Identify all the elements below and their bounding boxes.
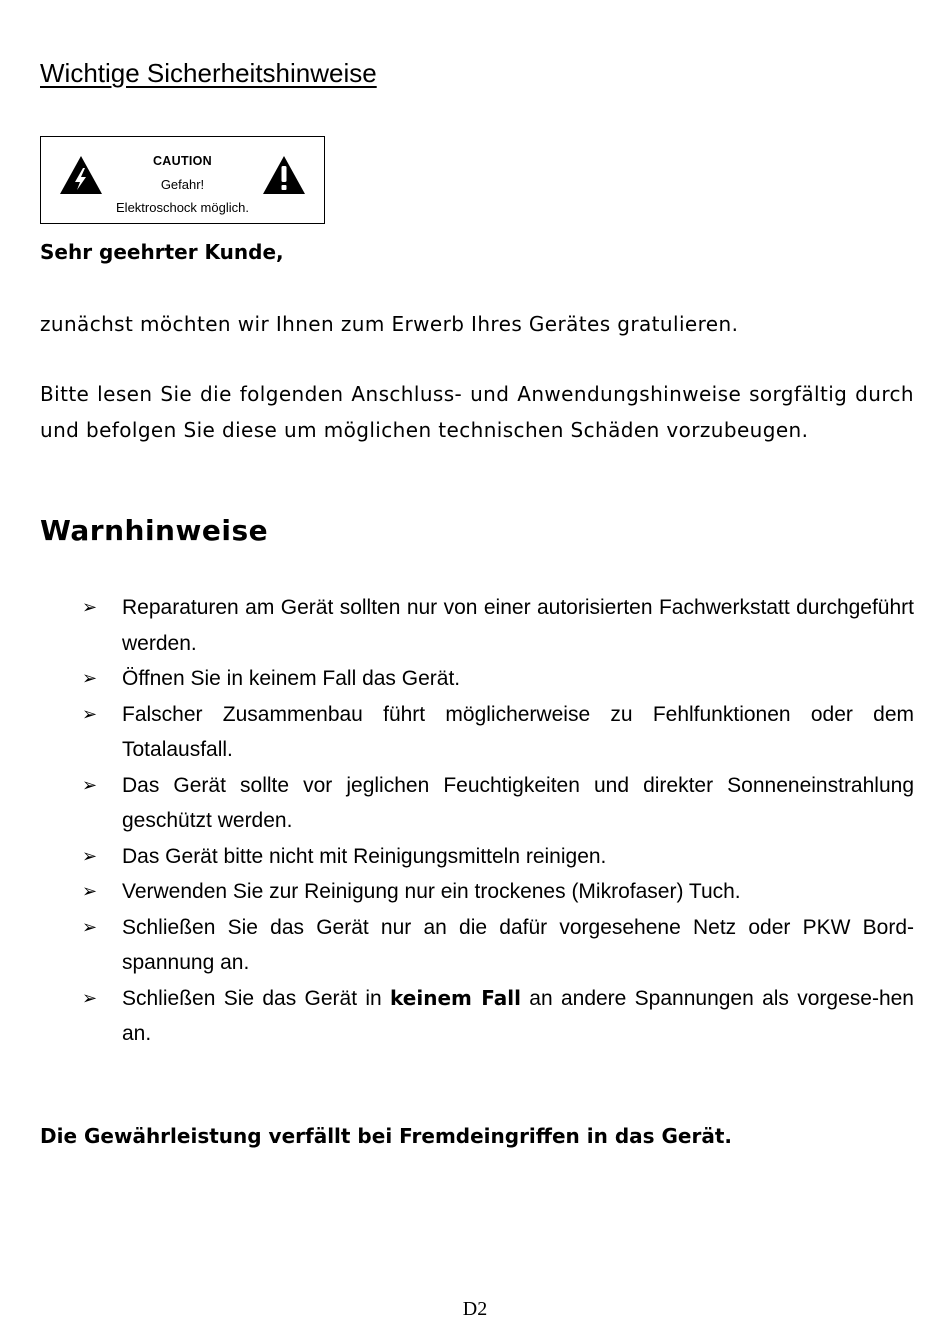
list-item (80, 590, 914, 661)
list-item (80, 768, 914, 839)
list-item (80, 697, 914, 768)
electric-shock-warning-icon (59, 155, 103, 195)
list-item (80, 981, 914, 1052)
exclamation-warning-icon (262, 155, 306, 195)
list-item-text: Reparaturen am Gerät sollten nur von einer autorisierten Fachwerkstatt durchgeführt werden. (122, 596, 914, 655)
bullet-arrow-icon: ➢ (82, 774, 98, 795)
bullet-arrow-icon: ➢ (82, 668, 98, 688)
list-item (80, 661, 914, 697)
section-heading-warnings: Warnhinweise (40, 514, 269, 547)
warranty-note: Die Gewährleistung verfällt bei Fremdeingriffen in das Gerät. (40, 1124, 732, 1148)
page-title: Wichtige Sicherheitshinweise (40, 58, 377, 88)
bullet-arrow-icon: ➢ (82, 597, 98, 617)
caution-line-danger: Gefahr! (160, 177, 205, 192)
salutation: Sehr geehrter Kunde, (40, 240, 284, 264)
warning-list (80, 590, 914, 1052)
page-number: D2 (462, 1298, 488, 1320)
intro-paragraph: zunächst möchten wir Ihnen zum Erwerb Ihres Gerätes gratulieren. (40, 312, 739, 336)
list-item-text-before: Schließen Sie das Gerät in (122, 986, 382, 1010)
list-item-text: Das Gerät sollte vor jeglichen Feuchtigkeiten und direkter Sonneneinstrahlung geschützt werden. (122, 773, 914, 832)
list-item (80, 910, 914, 981)
list-item-text: Das Gerät bitte nicht mit Reinigungsmitteln reinigen. (122, 844, 607, 868)
caution-label (40, 136, 325, 224)
bullet-arrow-icon: ➢ (82, 916, 98, 937)
list-item-text: Falscher Zusammenbau führt möglicherweise zu Fehlfunktionen oder dem Totalausfall. (122, 702, 914, 761)
bullet-arrow-icon: ➢ (82, 987, 98, 1008)
list-item-text: Öffnen Sie in keinem Fall das Gerät. (122, 667, 461, 690)
caution-line-shock: Elektroschock möglich. (116, 200, 249, 215)
list-item (80, 839, 914, 875)
list-item-text: Schließen Sie das Gerät nur an die dafür vorgesehene Netz oder PKW Bord-spannung an. (122, 915, 914, 974)
caution-text (101, 150, 264, 219)
bullet-arrow-icon: ➢ (82, 881, 98, 901)
list-item (80, 874, 914, 910)
bullet-arrow-icon: ➢ (82, 703, 98, 724)
bullet-arrow-icon: ➢ (82, 845, 98, 866)
list-item-emphasis: keinem Fall (390, 985, 521, 1010)
caution-heading: CAUTION (152, 154, 213, 168)
instructions-paragraph: Bitte lesen Sie die folgenden Anschluss- und Anwendungshinweise sorgfältig durch und befolgen Sie diese um möglichen technischen Schäden vorzubeugen. (40, 382, 914, 442)
list-item-text-after: an andere Spannungen als vorgese-hen an. (122, 986, 914, 1045)
list-item-text: Verwenden Sie zur Reinigung nur ein trockenes (Mikrofaser) Tuch. (122, 880, 741, 903)
